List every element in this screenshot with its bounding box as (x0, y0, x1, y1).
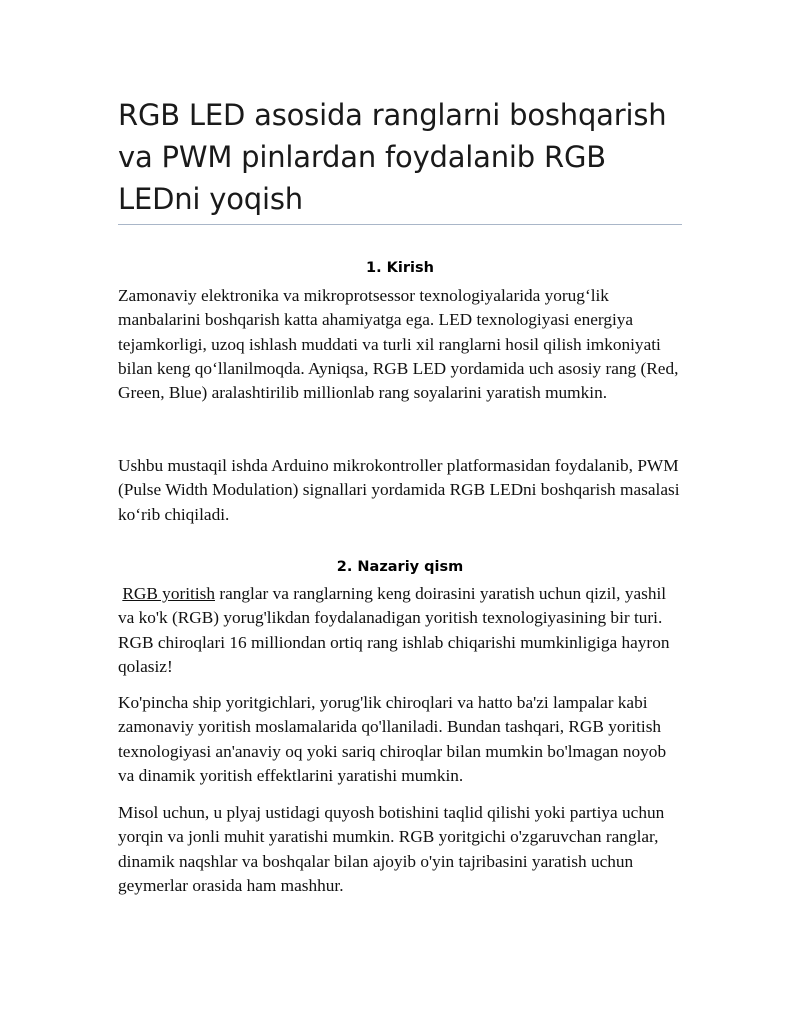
paragraph-theory-1 (118, 582, 684, 679)
paragraph-theory-1-text: ranglar va ranglarning keng doirasini yaratish uchun qizil, yashil va ko'k (RGB) yorug'likdan foydalanadigan yoritish texnologiyasining bir turi. RGB chiroqlari 16 milliondan ortiq rang ishlab chiqarishi mumkinligiga hayron qolasiz! (118, 584, 670, 676)
rgb-yoritish-link[interactable]: RGB yoritish (122, 584, 215, 603)
document-title: RGB LED asosida ranglarni boshqarish va PWM pinlardan foydalanib RGB LEDni yoqish (118, 98, 667, 216)
title-divider (118, 224, 682, 225)
section-heading-kirish: 1. Kirish (366, 260, 434, 276)
paragraph-intro-1: Zamonaviy elektronika va mikroprotsessor texnologiyalarida yorug‘lik manbalarini boshqarish katta ahamiyatga ega. LED texnologiyasi energiya tejamkorligi, uzoq ishlash muddati va turli xil ranglarni hosil qilish imkoniyati bilan keng qo‘llanilmoqda. Ayniqsa, RGB LED yordamida uch asosiy rang (Red, Green, Blue) aralashtirilib millionlab rang soyalarini yaratish mumkin. (118, 286, 679, 403)
paragraph-theory-2: Ko'pincha ship yoritgichlari, yorug'lik chiroqlari va hatto ba'zi lampalar kabi zamonaviy yoritish moslamalarida qo'llaniladi. Bundan tashqari, RGB yoritish texnologiyasi an'anaviy oq yoki sariq chiroqlar bilan mumkin bo'lmagan noyob va dinamik yoritish effektlarini yaratishi mumkin. (118, 693, 667, 785)
paragraph-theory-3: Misol uchun, u plyaj ustidagi quyosh botishini taqlid qilishi yoki partiya uchun yorqin va jonli muhit yaratishi mumkin. RGB yoritgichi o'zgaruvchan ranglar, dinamik naqshlar va boshqalar bilan ajoyib o'yin tajribasini yaratish uchun geymerlar orasida ham mashhur. (118, 803, 665, 895)
paragraph-intro-2: Ushbu mustaqil ishda Arduino mikrokontroller platformasidan foydalanib, PWM (Pulse Width Modulation) signallari yordamida RGB LEDni boshqarish masalasi ko‘rib chiqiladi. (118, 456, 680, 524)
section-heading-nazariy-qism: 2. Nazariy qism (336, 559, 464, 575)
